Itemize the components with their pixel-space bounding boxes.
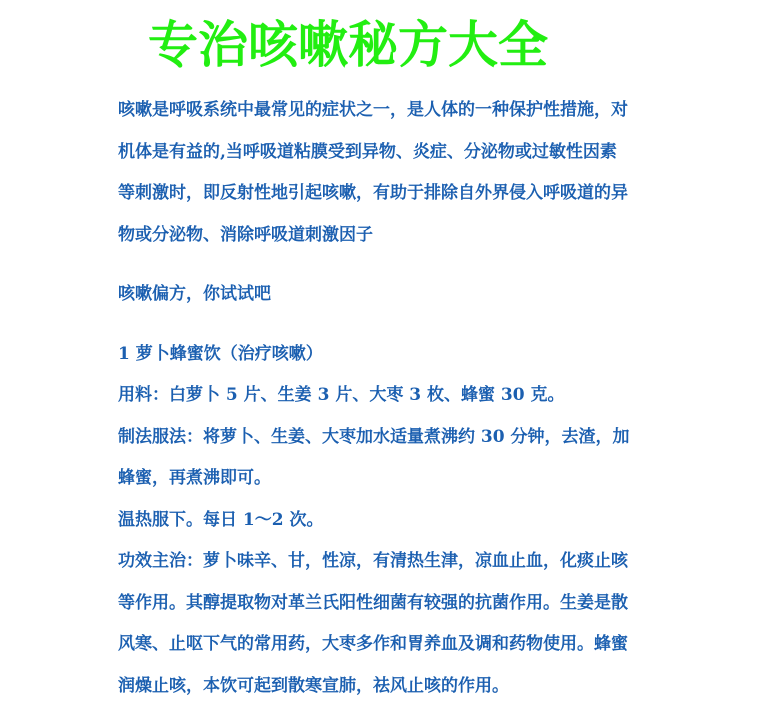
section-subtitle: 咳嗽偏方，你试试吧 <box>118 274 678 316</box>
recipe-dosage: 温热服下。每日 1～2 次。 <box>118 500 678 542</box>
article-body <box>118 90 678 707</box>
recipe-title: 1 萝卜蜂蜜饮（治疗咳嗽） <box>118 334 678 376</box>
intro-line: 机体是有益的,当呼吸道粘膜受到异物、炎症、分泌物或过敏性因素 <box>118 132 678 174</box>
paragraph-gap <box>118 316 678 334</box>
intro-line: 咳嗽是呼吸系统中最常见的症状之一，是人体的一种保护性措施，对 <box>118 90 678 132</box>
recipe-effect-line: 等作用。其醇提取物对革兰氏阳性细菌有较强的抗菌作用。生姜是散 <box>118 583 678 625</box>
recipe-method-line: 蜂蜜，再煮沸即可。 <box>118 458 678 500</box>
paragraph-gap <box>118 256 678 274</box>
recipe-effect-line: 风寒、止呕下气的常用药，大枣多作和胃养血及调和药物使用。蜂蜜 <box>118 624 678 666</box>
intro-line: 等刺激时，即反射性地引起咳嗽，有助于排除自外界侵入呼吸道的异 <box>118 173 678 215</box>
recipe-method-line: 制法服法：将萝卜、生姜、大枣加水适量煮沸约 30 分钟，去渣，加 <box>118 417 678 459</box>
page-title: 专治咳嗽秘方大全 <box>148 14 618 76</box>
recipe-ingredients: 用料：白萝卜 5 片、生姜 3 片、大枣 3 枚、蜂蜜 30 克。 <box>118 375 678 417</box>
recipe-effect-line: 功效主治：萝卜味辛、甘，性凉，有清热生津，凉血止血，化痰止咳 <box>118 541 678 583</box>
recipe-effect-line: 润燥止咳，本饮可起到散寒宣肺，祛风止咳的作用。 <box>118 666 678 707</box>
intro-line: 物或分泌物、消除呼吸道刺激因子 <box>118 215 678 257</box>
